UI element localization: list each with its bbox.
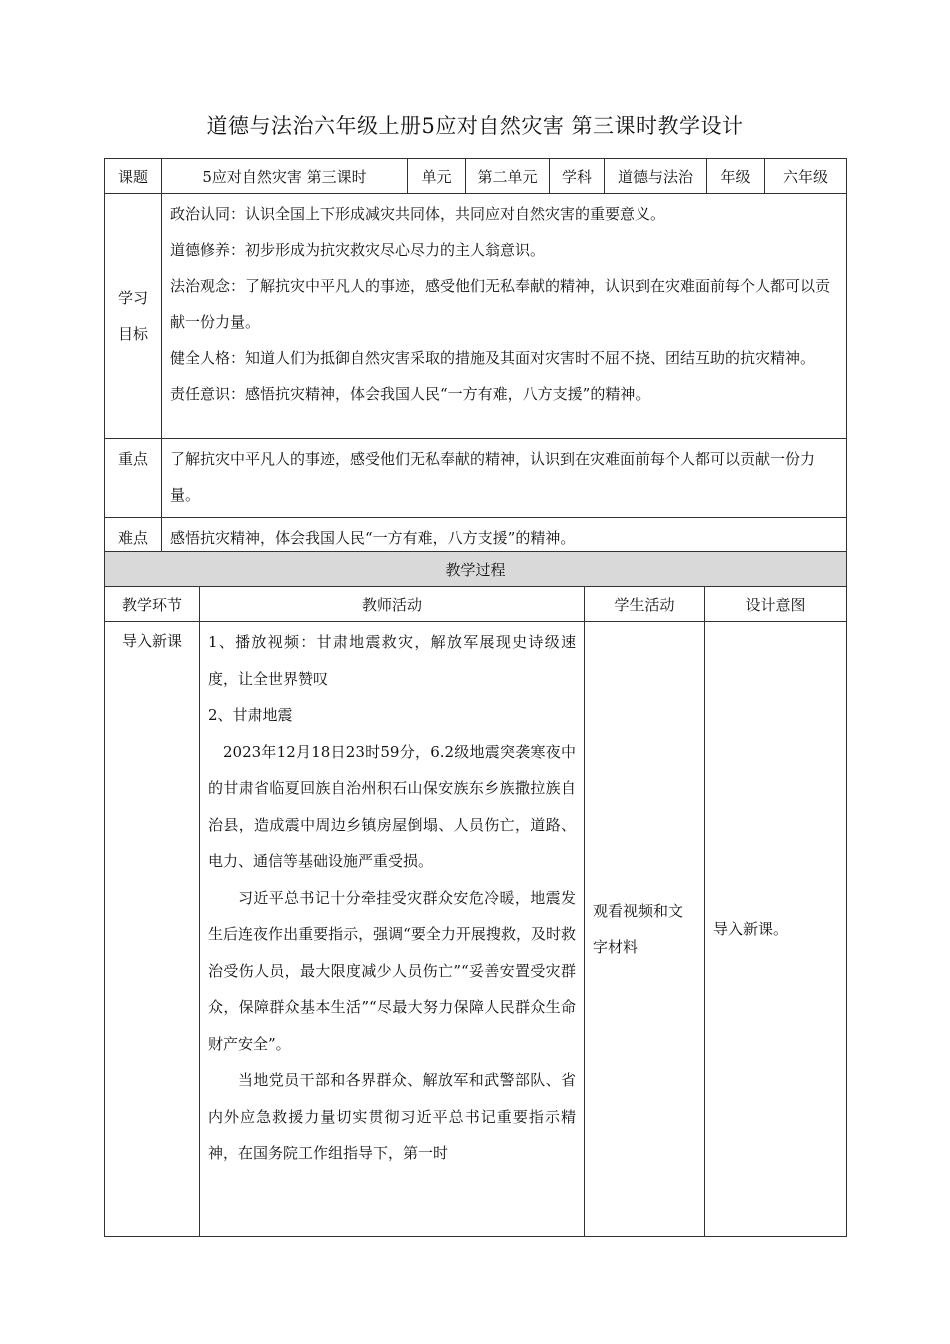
grade-value: 六年级 xyxy=(765,159,847,194)
process-header-row xyxy=(105,552,847,587)
grade-label: 年级 xyxy=(707,159,765,194)
process-header: 教学过程 xyxy=(105,552,847,587)
goal-personality: 健全人格：知道人们为抵御自然灾害采取的措施及其面对灾害时不屈不挠、团结互助的抗灾精神。 xyxy=(170,349,816,367)
learning-goals-label xyxy=(105,194,162,439)
key-point-label: 重点 xyxy=(105,439,162,518)
process-columns-row xyxy=(105,587,847,622)
col-intent-header: 设计意图 xyxy=(705,587,847,622)
learning-goals-label-line1: 学习 xyxy=(117,289,148,307)
learning-goals-label-line2: 目标 xyxy=(117,325,148,343)
unit-value: 第二单元 xyxy=(466,159,550,194)
goal-political: 政治认同：认识全国上下形成减灾共同体，共同应对自然灾害的重要意义。 xyxy=(170,205,666,223)
lesson-info-table xyxy=(104,158,847,561)
key-point-text: 了解抗灾中平凡人的事迹，感受他们无私奉献的精神，认识到在灾难面前每个人都可以贡献一份力量。 xyxy=(162,439,847,518)
col-stage-header: 教学环节 xyxy=(105,587,200,622)
difficulty-text: 感悟抗灾精神，体会我国人民“一方有难，八方支援”的精神。 xyxy=(162,518,847,561)
subject-label: 学科 xyxy=(550,159,605,194)
teaching-process-table xyxy=(104,551,847,1237)
lesson-info-row xyxy=(105,159,847,194)
teacher-activity xyxy=(200,622,585,1237)
learning-goals-row xyxy=(105,194,847,439)
col-teacher-header: 教师活动 xyxy=(200,587,585,622)
unit-label: 单元 xyxy=(408,159,466,194)
col-student-header: 学生活动 xyxy=(585,587,705,622)
subject-value: 道德与法治 xyxy=(605,159,707,194)
intro-stage-row xyxy=(105,622,847,1237)
teacher-step-video: 1、播放视频：甘肃地震救灾，解放军展现史诗级速度，让全世界赞叹 xyxy=(208,633,576,688)
teacher-paragraph-rescue: 当地党员干部和各界群众、解放军和武警部队、省内外应急救援力量切实贯彻习近平总书记重要指示精神，在国务院工作组指导下，第一时 xyxy=(208,1071,576,1162)
topic-value: 5应对自然灾害 第三课时 xyxy=(162,159,408,194)
difficulty-label: 难点 xyxy=(105,518,162,561)
topic-label: 课题 xyxy=(105,159,162,194)
goal-moral: 道德修养：初步形成为抗灾救灾尽心尽力的主人翁意识。 xyxy=(170,241,546,259)
teacher-step-earthquake: 2、甘肃地震 xyxy=(208,706,293,724)
goal-law: 法治观念：了解抗灾中平凡人的事迹，感受他们无私奉献的精神，认识到在灾难面前每个人都可以贡献一份力量。 xyxy=(170,277,831,331)
key-point-row xyxy=(105,439,847,518)
design-intent: 导入新课。 xyxy=(705,622,847,1237)
teacher-activity-content xyxy=(208,624,576,1234)
teacher-paragraph-event: 2023年12月18日23时59分，6.2级地震突袭寒夜中的甘肃省临夏回族自治州积石山保安族东乡族撒拉族自治县，造成震中周边乡镇房屋倒塌、人员伤亡，道路、电力、通信等基础设施严重受损。 xyxy=(208,742,576,870)
learning-goals-content xyxy=(162,194,847,439)
page-title: 道德与法治六年级上册5应对自然灾害 第三课时教学设计 xyxy=(206,114,744,138)
teacher-paragraph-instruction: 习近平总书记十分牵挂受灾群众安危冷暖，地震发生后连夜作出重要指示，强调“要全力开展搜救，及时救治受伤人员，最大限度减少人员伤亡”“妥善安置受灾群众，保障群众基本生活”“尽最大努力保障人民群众生命财产安全”。 xyxy=(208,888,576,1053)
stage-intro-label: 导入新课 xyxy=(105,622,200,1237)
goal-responsibility: 责任意识：感悟抗灾精神，体会我国人民“一方有难，八方支援”的精神。 xyxy=(170,385,651,403)
student-activity: 观看视频和文字材料 xyxy=(585,622,705,1237)
